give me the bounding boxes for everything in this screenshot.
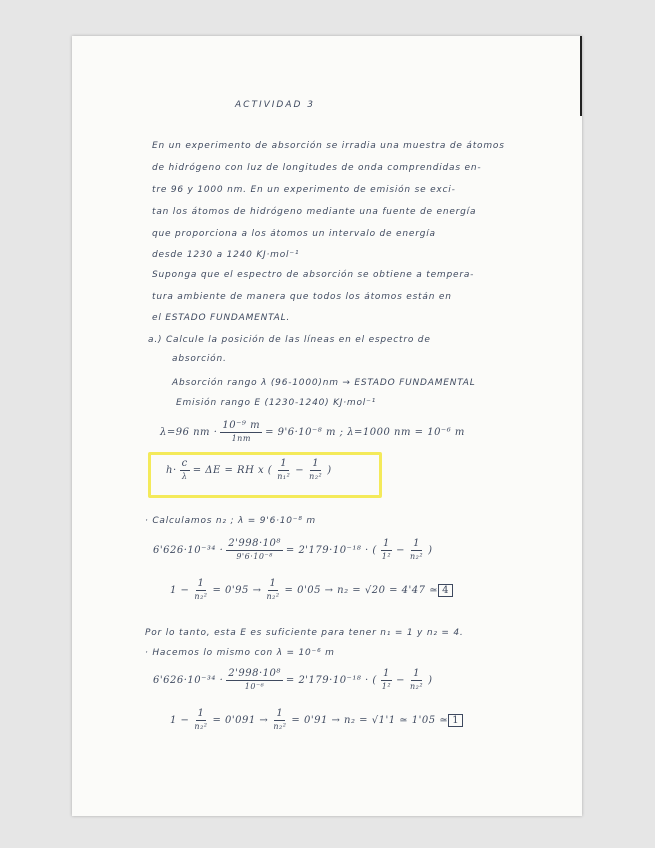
formula-end: ) [327, 465, 332, 476]
formula-lambda: λ [181, 472, 188, 481]
step2-answer-box: 1 [448, 714, 463, 727]
step2-result-frac [192, 708, 209, 733]
step2-frac [226, 668, 283, 693]
formula-h: h· [166, 465, 177, 476]
step1-mid: = 2'179·10⁻¹⁸ · ( [285, 545, 377, 556]
formula-frac-a [275, 458, 292, 483]
step1-result-num2: 1 [269, 578, 277, 589]
step2-result-pre: 1 − [170, 715, 190, 726]
statement-line-5: que proporciona a los átomos un intervalo de energía [152, 229, 436, 239]
statement-line-7: Suponga que el espectro de absorción se obtiene a tempera- [152, 270, 475, 280]
step1-label: · Calculamos n₂ ; λ = 9'6·10⁻⁸ m [145, 516, 316, 526]
formula-b-den: n₂² [309, 472, 323, 481]
conversion-den: 1nm [231, 434, 251, 443]
page-title: ACTIVIDAD 3 [235, 100, 316, 110]
step1-equation [153, 538, 432, 563]
step2-den: 10⁻⁶ [244, 682, 265, 691]
step2-b-den: n₂² [409, 682, 424, 691]
step1-result-frac [192, 578, 209, 603]
unit-conversion [160, 420, 465, 445]
step2-equation [153, 668, 432, 693]
step2-frac-b [408, 668, 425, 693]
conversion-lhs: λ=96 nm · [160, 427, 218, 438]
step1-result-rest: = 0'05 → n₂ = √20 = 4'47 ≃ [284, 585, 439, 596]
step1-b-num: 1 [413, 538, 420, 549]
statement-line-2: de hidrógeno con luz de longitudes de onda comprendidas en- [152, 163, 482, 173]
step1-frac [226, 538, 283, 563]
step2-end: ) [428, 675, 433, 686]
formula-b-num: 1 [312, 458, 320, 469]
step2-a-num: 1 [383, 668, 390, 679]
step1-den: 9'6·10⁻⁸ [236, 552, 273, 561]
step2-mid: = 2'179·10⁻¹⁸ · ( [285, 675, 377, 686]
step1-result [170, 578, 453, 603]
conversion-num: 10⁻⁹ m [222, 420, 261, 431]
step1-b-den: n₂² [409, 552, 424, 561]
step1-end: ) [428, 545, 433, 556]
statement-line-6: desde 1230 a 1240 KJ·mol⁻¹ [152, 250, 300, 260]
step2-b-num: 1 [413, 668, 420, 679]
step2-pre: 6'626·10⁻³⁴ · [153, 675, 224, 686]
statement-line-8: tura ambiente de manera que todos los átomos están en [152, 292, 452, 302]
formula-a-num: 1 [280, 458, 288, 469]
step2-minus: − [396, 675, 405, 686]
step1-a-den: 1² [381, 552, 392, 561]
step2-result-mid: = 0'091 → [212, 715, 269, 726]
formula-a-den: n₁² [277, 472, 291, 481]
formula-mid: = ΔE = RH x ( [192, 465, 273, 476]
step1-num: 2'998·10⁸ [228, 538, 281, 549]
step2-frac-a [380, 668, 393, 693]
step1-minus: − [396, 545, 405, 556]
formula-minus: − [295, 465, 305, 476]
step2-result-rest: = 0'91 → n₂ = √1'1 ≃ 1'05 ≃ [291, 715, 449, 726]
formula-c-over-lambda [180, 458, 190, 483]
step2-label: · Hacemos lo mismo con λ = 10⁻⁶ m [145, 648, 335, 658]
step1-pre: 6'626·10⁻³⁴ · [153, 545, 224, 556]
question-a-line-2: absorción. [172, 354, 227, 364]
step2-result-frac2 [271, 708, 288, 733]
absorption-range: Absorción rango λ (96-1000)nm → ESTADO FUNDAMENTAL [172, 378, 476, 388]
statement-line-9: el ESTADO FUNDAMENTAL. [152, 313, 291, 323]
formula-frac-b [307, 458, 324, 483]
statement-line-1: En un experimento de absorción se irradia una muestra de átomos [152, 141, 505, 151]
step1-frac-a [380, 538, 393, 563]
step2-result-num2: 1 [276, 708, 284, 719]
step2-result-num: 1 [197, 708, 205, 719]
emission-range: Emisión rango E (1230-1240) KJ·mol⁻¹ [176, 398, 377, 408]
step1-result-num: 1 [197, 578, 205, 589]
conversion-rhs: = 9'6·10⁻⁸ m ; λ=1000 nm = 10⁻⁶ m [265, 427, 465, 438]
step2-result-den: n₂² [194, 722, 208, 731]
step1-result-frac2 [264, 578, 281, 603]
conversion-fraction [220, 420, 262, 445]
step1-result-den: n₂² [194, 592, 208, 601]
step1-answer-box: 4 [438, 584, 453, 597]
step2-a-den: 1² [381, 682, 392, 691]
question-a-line-1: a.) Calcule la posición de las líneas en el espectro de [148, 335, 431, 345]
step1-result-den2: n₂² [266, 592, 280, 601]
step2-result [170, 708, 463, 733]
conclusion: Por lo tanto, esta E es suficiente para tener n₁ = 1 y n₂ = 4. [145, 628, 464, 638]
statement-line-3: tre 96 y 1000 nm. En un experimento de emisión se exci- [152, 185, 456, 195]
statement-line-4: tan los átomos de hidrógeno mediante una fuente de energía [152, 207, 477, 217]
step1-result-pre: 1 − [170, 585, 190, 596]
energy-formula [166, 458, 332, 483]
step1-result-mid: = 0'95 → [212, 585, 262, 596]
step1-frac-b [408, 538, 425, 563]
step1-a-num: 1 [383, 538, 390, 549]
step2-num: 2'998·10⁸ [228, 668, 281, 679]
formula-c: c [181, 458, 188, 469]
step2-result-den2: n₂² [273, 722, 287, 731]
